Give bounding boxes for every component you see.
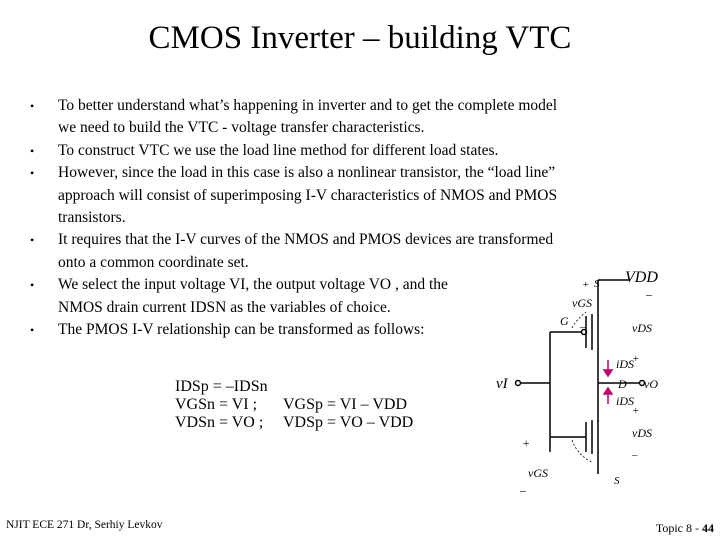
vds-bottom-plus: + [632,405,640,417]
bullet-line: onto a common coordinate set. [58,253,249,271]
source-bottom-label: S [614,475,620,487]
bullet-item [30,140,680,162]
equation-vdsp: VDSp = VO – VDD [283,414,414,431]
vds-bottom-minus: – [632,449,638,461]
bullet-dot: • [30,278,35,293]
vgs-top-minus: – [580,321,586,333]
bullet-dot: • [30,233,35,248]
vgs-bottom-label: vGS [528,466,548,480]
equation-vgsp: VGSp = VI – VDD [283,396,407,413]
vdd-label: VDD [625,269,658,286]
vds-top-plus: + [632,353,640,365]
slide-title: CMOS Inverter – building VTC [148,20,572,56]
equation-ids: IDSp = –IDSn [175,378,268,395]
equation-row [175,378,413,396]
vdd-minus: – [646,287,652,301]
bullet-line: The PMOS I-V relationship can be transformed as follows: [58,321,425,339]
drain-label: D [618,377,627,391]
current-bottom-label: iDS [616,394,634,408]
vgs-bottom-minus: – [520,483,526,492]
input-voltage-label: vI [496,376,508,392]
bullet-line: approach will consist of superimposing I-V characteristics of NMOS and PMOS [58,186,558,204]
source-top-label: S [594,278,600,290]
bullet-line: NMOS drain current IDSN as the variables of choice. [58,298,391,316]
current-top-label: iDS [616,357,634,371]
bullet-dot: • [30,166,35,181]
bullet-line: To construct VTC we use the load line method for different load states. [58,141,499,159]
bullet-line: transistors. [58,209,126,227]
vgs-top-plus: + [582,279,590,291]
equation-row [175,396,413,414]
cmos-inverter-diagram [490,262,660,492]
bullet-dot: • [30,143,35,158]
equation-vgsn: VGSn = VI ; [175,396,258,413]
output-voltage-label: vO [644,377,658,391]
vgs-bottom-plus: + [522,436,531,450]
equation-row [175,414,413,432]
footer-author: NJIT ECE 271 Dr, Serhiy Levkov [6,519,163,531]
vds-bottom-label: vDS [632,426,652,440]
bullet-dot: • [30,99,35,113]
equation-block [175,378,413,432]
footer-topic: Topic 8 - [655,521,702,535]
page-number: 44 [702,521,714,535]
bullet-item [30,95,680,140]
bullet-line: It requires that the I-V curves of the NMOS and PMOS devices are transformed [58,231,554,249]
equation-vdsn: VDSn = VO ; [175,414,264,431]
bullet-line: we need to build the VTC - voltage transfer characteristics. [58,119,425,137]
bullet-line: To better understand what’s happening in inverter and to get the complete model [58,97,558,114]
vgs-top-label: vGS [572,296,592,310]
bullet-line: However, since the load in this case is also a nonlinear transistor, the “load line” [58,164,556,182]
footer-page [656,521,714,536]
bullet-dot: • [30,323,35,338]
vds-top-label: vDS [632,321,652,335]
bullet-item [30,162,680,229]
bullet-line: We select the input voltage VI, the output voltage VO , and the [58,276,448,294]
gate-label: G [560,314,569,328]
